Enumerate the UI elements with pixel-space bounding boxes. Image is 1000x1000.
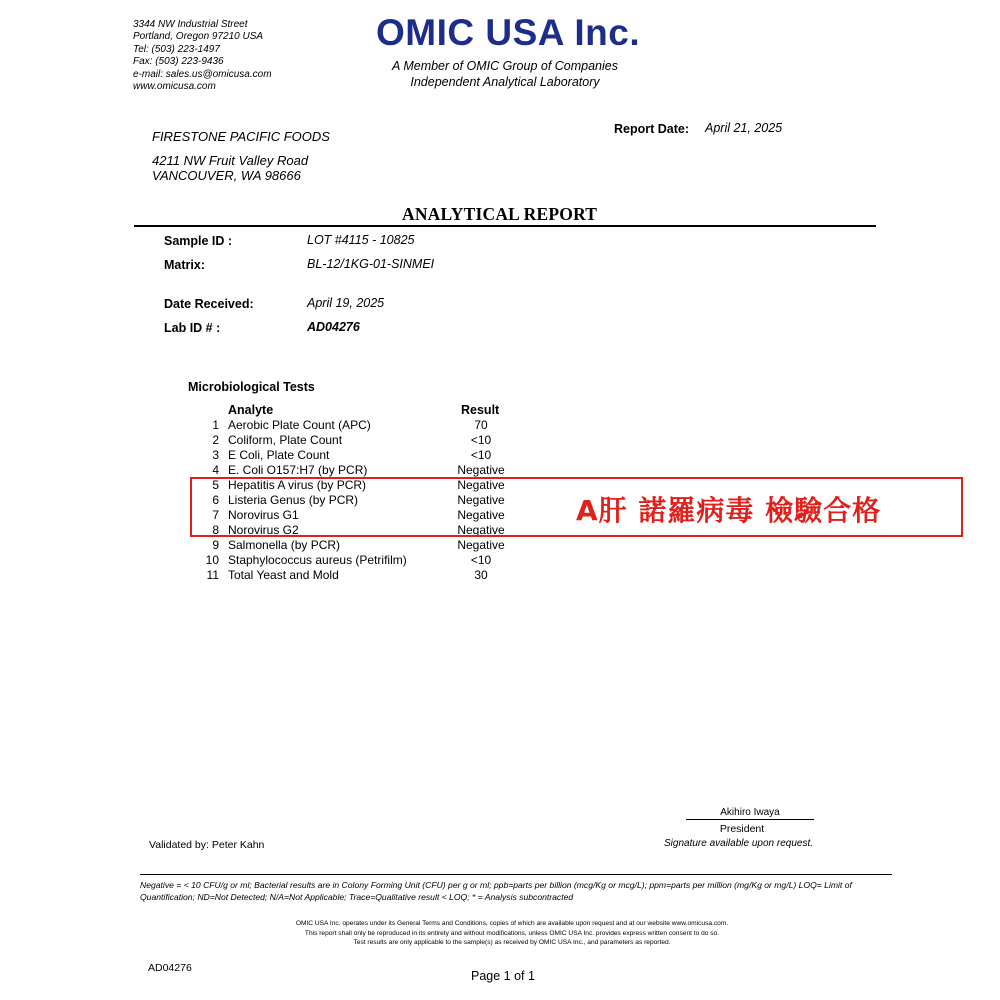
analyte-name: Norovirus G2 [228, 523, 299, 537]
analyte-name: E Coli, Plate Count [228, 448, 330, 462]
row-number: 8 [212, 523, 219, 537]
result-column-header: Result [461, 403, 500, 417]
website-line: www.omicusa.com [133, 81, 216, 93]
row-number: 6 [212, 493, 219, 507]
date-received-label: Date Received: [164, 297, 254, 311]
report-date-value: April 21, 2025 [705, 121, 783, 135]
signature-title: President [719, 823, 765, 835]
analyte-column-header: Analyte [228, 403, 274, 417]
row-number: 11 [206, 568, 219, 582]
fax-line: Fax: (503) 223-9436 [133, 56, 224, 68]
result-value: Negative [457, 478, 505, 492]
disclaimer-line: OMIC USA Inc. operates under its General Terms and Conditions, copies of which are available upon request and at our website www.omicusa.com. [295, 920, 729, 927]
row-number: 10 [205, 553, 219, 567]
footer-divider [140, 874, 892, 875]
lab-id-value: AD04276 [307, 320, 360, 334]
row-number: 3 [212, 448, 219, 462]
page-number: Page 1 of 1 [471, 969, 535, 983]
signature-name: Akihiro Iwaya [686, 806, 814, 820]
analyte-name: Listeria Genus (by PCR) [228, 493, 359, 507]
footer-lab-id: AD04276 [148, 962, 192, 974]
tagline-line-2: Independent Analytical Laboratory [410, 74, 600, 89]
signature-note: Signature available upon request. [664, 838, 813, 849]
disclaimer [200, 919, 824, 948]
sample-id-label: Sample ID : [164, 234, 233, 248]
result-value: Negative [457, 508, 505, 522]
lab-id-label: Lab ID # : [164, 321, 221, 335]
result-value: <10 [470, 448, 492, 462]
client-address [152, 129, 330, 184]
result-value: <10 [470, 553, 492, 567]
tagline-line-1: A Member of OMIC Group of Companies [391, 59, 618, 73]
address-line: 3344 NW Industrial Street [133, 19, 248, 30]
analyte-name: E. Coli O157:H7 (by PCR) [228, 463, 368, 477]
report-date-label: Report Date: [614, 122, 690, 136]
row-number: 5 [212, 478, 219, 492]
result-value: <10 [470, 433, 492, 447]
row-number: 1 [212, 418, 219, 432]
disclaimer-line: This report shall only be reproduced in its entirety and without modifications, unless OMIC USA Inc. provides express written consent to do so. [304, 929, 720, 937]
client-name: FIRESTONE PACIFIC FOODS [152, 129, 330, 144]
phone-line: Tel: (503) 223-1497 [133, 43, 220, 55]
client-city: VANCOUVER, WA 98666 [152, 168, 301, 183]
email-line: e-mail: sales.us@omicusa.com [133, 68, 272, 80]
result-value: Negative [457, 463, 505, 477]
title-divider [134, 225, 876, 227]
result-value: Negative [457, 523, 505, 537]
tests-section-title: Microbiological Tests [188, 380, 315, 394]
matrix-label: Matrix: [164, 258, 205, 272]
analyte-name: Staphylococcus aureus (Petrifilm) [228, 553, 407, 567]
validated-by: Validated by: Peter Kahn [149, 839, 265, 851]
company-name: OMIC USA Inc. [376, 12, 641, 53]
highlight-annotation: A肝 諾羅病毒 檢驗合格 [576, 494, 882, 527]
analyte-name: Hepatitis A virus (by PCR) [228, 478, 367, 492]
address-line: Portland, Oregon 97210 USA [133, 31, 264, 43]
client-street: 4211 NW Fruit Valley Road [152, 152, 309, 168]
analyte-name: Aerobic Plate Count (APC) [228, 418, 371, 432]
sample-id-value: LOT #4115 - 10825 [307, 233, 415, 247]
result-value: 30 [474, 568, 488, 582]
matrix-value: BL-12/1KG-01-SINMEI [307, 257, 435, 271]
footnote-text: Negative = < 10 CFU/g or ml; Bacterial results are in Colony Forming Unit (CFU) per g or ml; ppb=parts per billion (mcg/Kg or mcg/L); ppm=parts per million (mg/Kg or mg/L) LOQ= Limit of Quantification; ND=Not Detected; N/A=Not Applicable; Trace=Qualitative result < LOQ; * = Analysis subcontracted [140, 880, 852, 902]
result-value: Negative [457, 493, 505, 507]
result-value: 70 [474, 418, 488, 432]
report-title: ANALYTICAL REPORT [402, 204, 598, 224]
result-value: Negative [457, 538, 505, 552]
analyte-name: Total Yeast and Mold [228, 568, 339, 582]
analyte-name: Coliform, Plate Count [228, 433, 343, 447]
analyte-name: Norovirus G1 [228, 508, 299, 522]
row-number: 7 [212, 508, 219, 522]
company-tagline [360, 59, 650, 90]
lab-address [133, 19, 272, 93]
row-number: 4 [212, 463, 219, 477]
row-number: 9 [212, 538, 219, 552]
date-received-value: April 19, 2025 [307, 296, 385, 310]
disclaimer-line: Test results are only applicable to the sample(s) as received by OMIC USA Inc., and parameters as reported. [353, 939, 671, 946]
analyte-name: Salmonella (by PCR) [228, 538, 341, 552]
row-number: 2 [212, 433, 219, 447]
